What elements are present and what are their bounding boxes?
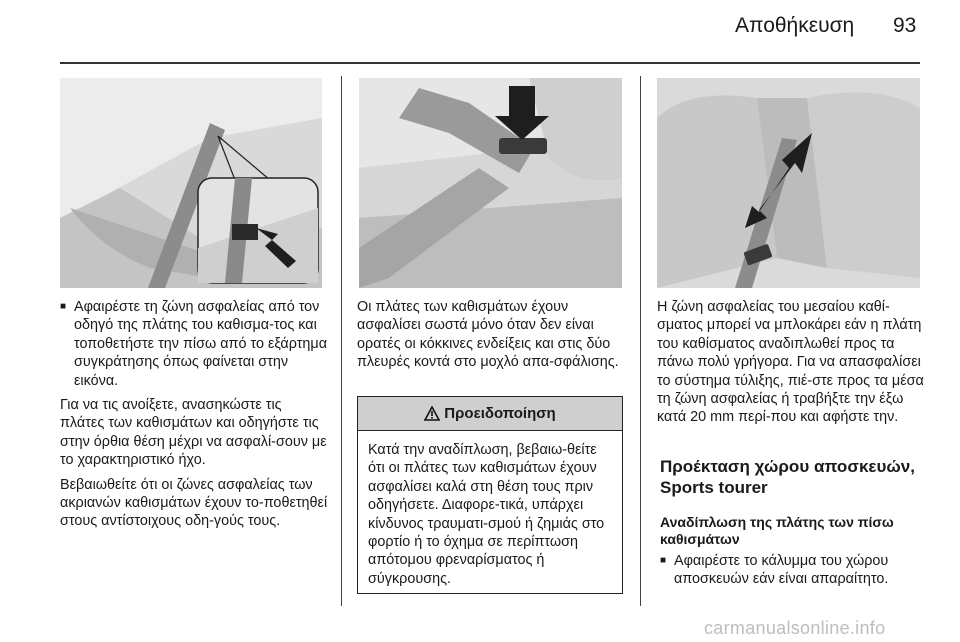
paragraph-open-seats: Για να τις ανοίξετε, ανασηκώστε τις πλάτες των καθισμάτων και οδηγήστε τις στην όρθια θέση μέχρι να ασφαλί-σουν με το χαρακτηριστικό ήχο. <box>60 397 327 469</box>
instruction-bullet-remove-belt: ■ Αφαιρέστε τη ζώνη ασφαλείας από τον οδηγό της πλάτης του καθισμα-τος και τοποθετήστε την πίσω από το εξάρτημα συγκράτησης όπως φαίνεται στην εικόνα. <box>60 298 328 390</box>
page-title: Αποθήκευση <box>735 14 855 37</box>
subsection-heading: Αναδίπλωση της πλάτης των πίσω καθισμάτων <box>660 514 894 547</box>
warning-title: Προειδοποίηση <box>444 405 556 422</box>
page-number: 93 <box>893 14 917 37</box>
column-divider-1 <box>341 76 342 606</box>
section-heading: Προέκταση χώρου αποσκευών, Sports tourer <box>660 457 915 497</box>
column-divider-2 <box>640 76 641 606</box>
photo-seatbelt-guide <box>60 78 322 288</box>
photo-red-indicator <box>359 78 622 288</box>
column-2-text <box>357 298 629 378</box>
instruction-bullet-remove-cover: ■ Αφαιρέστε το κάλυμμα του χώρου αποσκευών εάν είναι απαραίτητο. <box>660 552 928 589</box>
photo-middle-seatbelt <box>657 78 920 288</box>
header-rule <box>60 62 920 64</box>
paragraph-check-belts: Βεβαιωθείτε ότι οι ζώνες ασφαλείας των ακριανών καθισμάτων έχουν το-ποθετηθεί στους αντίστοιχους οδη-γούς τους. <box>60 476 328 530</box>
warning-box <box>357 396 623 594</box>
column-3-text <box>657 298 927 433</box>
column-3-bullet <box>660 552 928 595</box>
warning-triangle-icon <box>424 406 440 421</box>
column-1-text <box>60 298 328 537</box>
paragraph-middle-belt: Η ζώνη ασφαλείας του μεσαίου καθί-σματος μπορεί να μπλοκάρει εάν η πλάτη του καθίσματος αναδιπλωθεί προς τα πάνω πολύ γρήγορα. Για να απασφαλίσει το σύστημα τύλιξης, πιέ-στε προς τα μέσα τη ζώνη ασφαλείας ή τραβήξτε την έξω κατά 20 mm περί-που και αφήστε την. <box>657 299 924 426</box>
warning-text: Κατά την αναδίπλωση, βεβαιω-θείτε ότι οι πλάτες των καθισμάτων έχουν ασφαλίσει καλά στη θέση τους πριν οδηγήσετε. Διαφορε-τικά, υπάρχει κίνδυνος τραυματι-σμού ή ζημιάς στο φορτίο ή το όχημα σε περίπτωση απότομου φρεναρίσματος ή σύγκρουσης. <box>368 442 605 587</box>
warning-header <box>358 397 622 431</box>
paragraph-red-indicators: Οι πλάτες των καθισμάτων έχουν ασφαλίσει σωστά μόνο όταν δεν είναι ορατές οι κόκκινες ενδείξεις και στις δύο πλευρές κοντά στο μοχλό απα-σφάλισης. <box>357 299 619 371</box>
watermark: carmanualsonline.info <box>704 618 886 638</box>
